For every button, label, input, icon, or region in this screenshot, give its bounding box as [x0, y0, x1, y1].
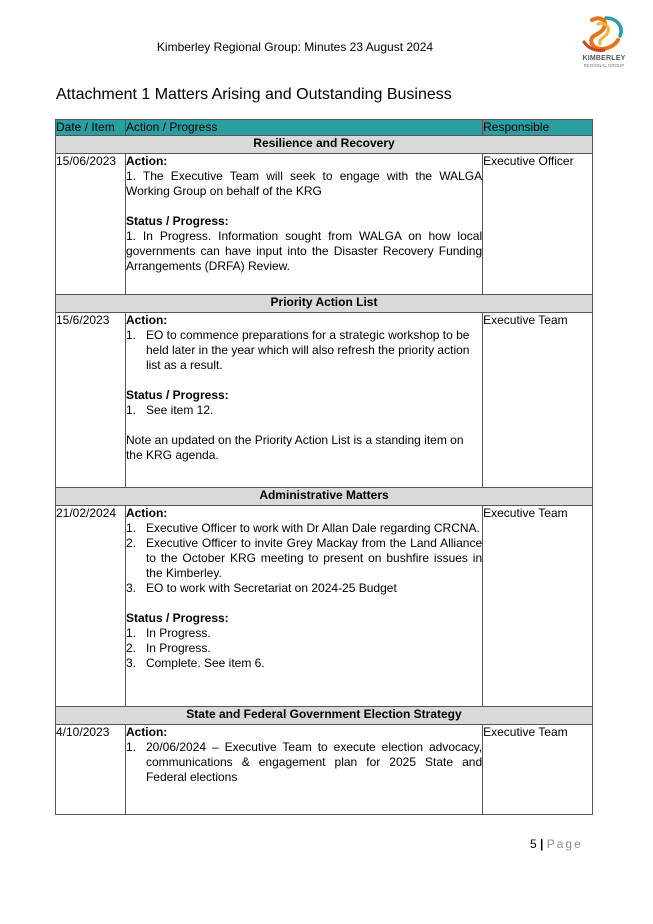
action-label: Action:: [125, 313, 168, 327]
column-header-responsible: Responsible: [483, 120, 593, 136]
responsible-cell: Executive Team: [483, 506, 593, 707]
section-row: [56, 488, 593, 506]
page-word: Page: [546, 837, 583, 851]
kimberley-logo: [578, 14, 630, 70]
list-item: 1. In Progress.: [125, 626, 211, 640]
page-header-title: Kimberley Regional Group: Minutes 23 August 2024: [156, 40, 434, 54]
table-header-row: [56, 120, 593, 136]
logo-word-regional-group: REGIONAL GROUP: [583, 63, 625, 68]
column-header-action: Action / Progress: [125, 120, 482, 136]
status-list: [126, 403, 482, 418]
list-item: 1. Executive Officer to work with Dr Allan Dale regarding CRCNA.: [125, 521, 480, 535]
list-item: 3. Complete. See item 6.: [125, 656, 265, 670]
status-label: Status / Progress:: [125, 388, 229, 402]
matters-arising-table: [55, 119, 593, 815]
status-label: Status / Progress:: [125, 611, 229, 625]
responsible-cell: Executive Team: [483, 313, 593, 488]
action-list: [126, 328, 482, 373]
table-row: [56, 313, 593, 488]
action-label: Action:: [125, 506, 168, 520]
column-header-date: Date / Item: [56, 120, 126, 136]
section-row: [56, 136, 593, 154]
action-list: [126, 740, 482, 785]
action-cell: [125, 313, 482, 488]
section-row: [56, 295, 593, 313]
action-text: 1. The Executive Team will seek to engage with the WALGA Working Group on behalf of the KRG: [125, 169, 483, 198]
item-date: 15/6/2023: [56, 313, 126, 488]
list-item: 3. EO to work with Secretariat on 2024-25 Budget: [125, 581, 397, 595]
footer-separator: |: [540, 837, 544, 851]
action-list: [126, 521, 482, 596]
responsible-cell: Executive Officer: [483, 154, 593, 295]
action-label: Action:: [125, 725, 168, 739]
list-item: 1. EO to commence preparations for a strategic workshop to be held later in the year which will also refresh the priority action list as a result.: [125, 328, 470, 372]
document-heading: Attachment 1 Matters Arising and Outstanding Business: [56, 86, 452, 103]
responsible-cell: Executive Team: [483, 725, 593, 815]
logo-word-kimberley: KIMBERLEY: [582, 55, 626, 62]
list-item: 1. See item 12.: [125, 403, 214, 417]
action-cell: [125, 154, 482, 295]
page-footer: [530, 837, 583, 851]
list-item: 2. Executive Officer to invite Grey Mackay from the Land Alliance to the October KRG meeting to present on bushfire issues in the Kimberley.: [125, 536, 483, 580]
item-date: 15/06/2023: [56, 154, 126, 295]
section-title: State and Federal Government Election Strategy: [56, 707, 593, 725]
action-cell: [125, 506, 482, 707]
note-text: Note an updated on the Priority Action List is a standing item on the KRG agenda.: [125, 433, 464, 462]
status-text: 1. In Progress. Information sought from WALGA on how local governments can have input into the Disaster Recovery Funding Arrangements (DRFA) Review.: [125, 229, 483, 273]
item-date: 4/10/2023: [56, 725, 126, 815]
status-label: Status / Progress:: [125, 214, 229, 228]
status-list: [126, 626, 482, 671]
list-item: 2. In Progress.: [125, 641, 211, 655]
table-row: [56, 506, 593, 707]
list-item: 1. 20/06/2024 – Executive Team to execute election advocacy, communications & engagement plan for 2025 State and Federal elections: [125, 740, 483, 784]
table-row: [56, 154, 593, 295]
section-title: Resilience and Recovery: [56, 136, 593, 154]
section-row: [56, 707, 593, 725]
table-row: [56, 725, 593, 815]
section-title: Administrative Matters: [56, 488, 593, 506]
section-title: Priority Action List: [56, 295, 593, 313]
action-cell: [125, 725, 482, 815]
item-date: 21/02/2024: [56, 506, 126, 707]
action-label: Action:: [125, 154, 168, 168]
kimberley-logo-icon: [578, 14, 630, 54]
page-number: 5: [530, 837, 537, 851]
